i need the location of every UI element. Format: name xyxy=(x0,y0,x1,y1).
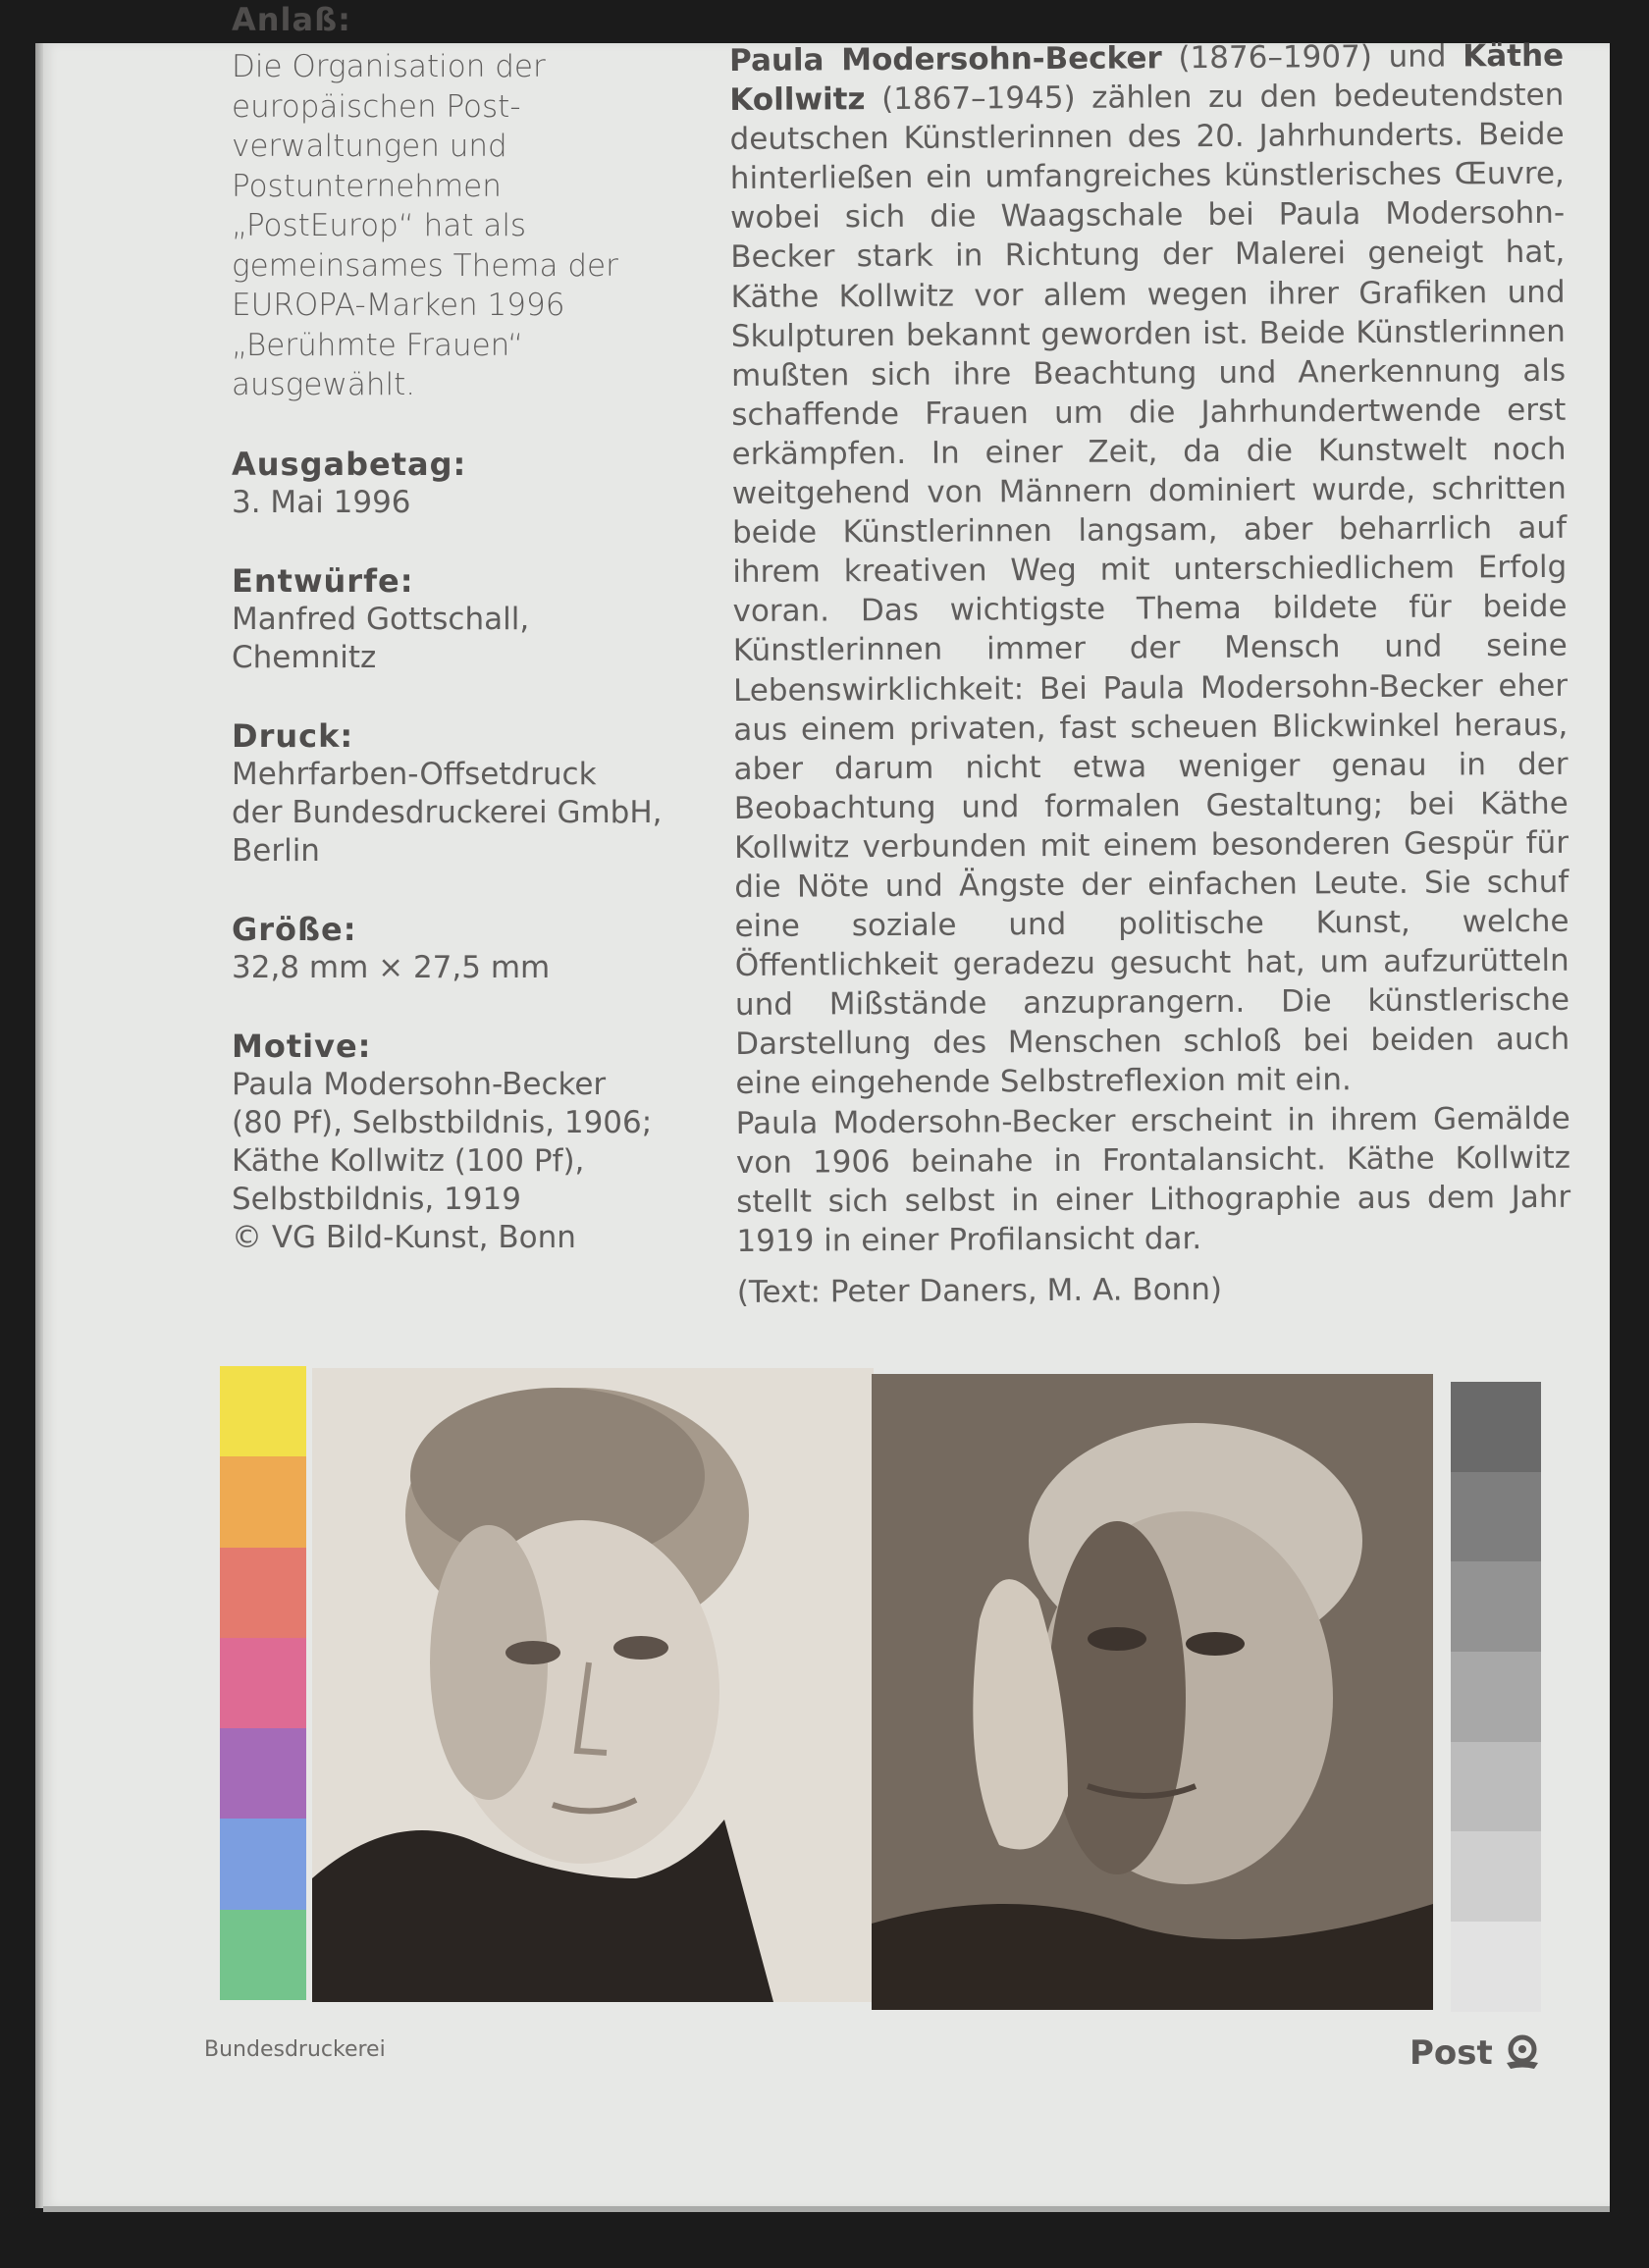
gray-patch-3 xyxy=(1451,1561,1541,1652)
paragraph-text: (1867–1945) zählen zu den bedeutendsten deutschen Künstlerinnen des 20. Jahrhunderts. Beide hinterließen ein umfangreiches künstlerisches Œuvre, wobei sich die Waagschale bei Paula Modersohn-Becker stark in Richtung der Malerei geneigt hat, Käthe Kollwitz vor allem wegen ihrer Grafiken und Skulpturen bekannt geworden ist. Beide Künstlerinnen mußten sich ihre Beachtung und Anerkennung als schaffende Frauen um die Jahrhundertwende erst erkämpfen. In einer Zeit, da die Kunstwelt noch weitgehend von Männern dominiert wurde, schritten beide Künstlerinnen langsam, aber beharrlich auf ihrem kreativen Weg mit unterschiedlichem Erfolg voran. Das wichtigste Thema bildete für beide Künstlerinnen immer der Mensch und seine Lebenswirklichkeit: Bei Paula Modersohn-Becker eher aus einem privaten, fast scheuen Blickwinkel heraus, aber darum nicht etwa weniger genau in der Beobachtung und formalen Gestaltung; bei Käthe Kollwitz verbunden mit einem besonderen Gespür für die Nöte und Ängste der einfachen Leute. Sie schuf eine soziale und politische Kunst, welche Öffentlichkeit geradezu gesucht hat, um aufzurütteln und Mißstände anzuprangern. Die künstlerische Darstellung des Menschen schloß bei beiden auch eine eingehende Selbstreflexion mit ein. xyxy=(729,77,1570,1102)
post-logo-text: Post xyxy=(1410,2033,1493,2073)
gray-patch-6 xyxy=(1451,1831,1541,1922)
text-line: ausgewählt. xyxy=(232,367,416,402)
text-line: Postunternehmen xyxy=(232,168,502,204)
section-value: (80 Pf), Selbstbildnis, 1906; xyxy=(232,1104,653,1140)
dates-text: (1876–1907) und xyxy=(1161,38,1463,77)
text-line: gemeinsames Thema der xyxy=(232,247,618,284)
portrait-kollwitz xyxy=(872,1374,1433,2010)
anlass-text xyxy=(232,47,693,405)
section-heading: Druck: xyxy=(232,716,354,755)
section-value: der Bundesdruckerei GmbH, xyxy=(232,794,663,830)
section-druck xyxy=(232,716,693,870)
section-heading: Größe: xyxy=(232,910,357,948)
section-value: © VG Bild-Kunst, Bonn xyxy=(232,1219,576,1255)
text-line: europäischen Post- xyxy=(232,88,521,125)
text-line: „PostEurop“ hat als xyxy=(232,208,527,243)
section-value: Paula Modersohn-Becker xyxy=(232,1066,607,1102)
printer-imprint: Bundesdruckerei xyxy=(204,2037,386,2062)
page-bottom-edge xyxy=(43,2206,1610,2212)
section-value: Selbstbildnis, 1919 xyxy=(232,1181,521,1217)
section-ausgabetag xyxy=(232,445,693,522)
color-calibration-strip xyxy=(220,1366,306,2000)
gray-patch-1 xyxy=(1451,1382,1541,1472)
gray-patch-4 xyxy=(1451,1652,1541,1742)
color-patch-6 xyxy=(220,1819,306,1909)
post-logo xyxy=(1410,2033,1544,2073)
info-column xyxy=(232,1,693,1257)
section-value: 3. Mai 1996 xyxy=(232,484,411,520)
text-line: EUROPA-Marken 1996 xyxy=(232,288,565,323)
color-patch-4 xyxy=(220,1638,306,1728)
section-heading: Ausgabetag: xyxy=(232,445,467,483)
text-line: Die Organisation der xyxy=(232,49,546,84)
article-paragraph-1 xyxy=(729,36,1570,1104)
name-modersohn-becker: Paula Modersohn-Becker xyxy=(729,40,1162,79)
post-horn-icon xyxy=(1501,2033,1544,2073)
section-value: Berlin xyxy=(232,832,320,869)
section-value: Käthe Kollwitz (100 Pf), xyxy=(232,1142,585,1179)
color-patch-5 xyxy=(220,1728,306,1819)
article-column xyxy=(729,36,1571,1312)
color-patch-1 xyxy=(220,1366,306,1456)
portrait-modersohn-becker xyxy=(312,1368,874,2002)
text-credit: (Text: Peter Daners, M. A. Bonn) xyxy=(736,1271,1223,1310)
section-value: Manfred Gottschall, xyxy=(232,601,530,637)
color-patch-3 xyxy=(220,1548,306,1638)
gray-patch-7 xyxy=(1451,1922,1541,2012)
text-line: „Berühmte Frauen“ xyxy=(232,327,524,363)
gray-patch-5 xyxy=(1451,1742,1541,1832)
section-heading: Motive: xyxy=(232,1027,372,1065)
section-value: Mehrfarben-Offsetdruck xyxy=(232,756,597,792)
article-paragraph-2: Paula Modersohn-Becker erscheint in ihrem Gemälde von 1906 beinahe in Frontalansicht. Käthe Kollwitz stellt sich selbst in einer Lithographie aus dem Jahr 1919 in einer Profilansicht dar. xyxy=(735,1100,1571,1259)
anlass-heading: Anlaß: xyxy=(232,1,351,38)
section-value: 32,8 mm × 27,5 mm xyxy=(232,949,551,985)
gray-patch-2 xyxy=(1451,1472,1541,1562)
section-heading: Entwürfe: xyxy=(232,561,414,600)
section-value: Chemnitz xyxy=(232,639,377,675)
section-motive xyxy=(232,1027,693,1257)
section-entwuerfe xyxy=(232,561,693,677)
name-kollwitz: Käthe Kollwitz xyxy=(729,37,1565,119)
color-patch-2 xyxy=(220,1456,306,1547)
gray-calibration-strip xyxy=(1451,1382,1541,2012)
color-patch-7 xyxy=(220,1910,306,2000)
section-groesse xyxy=(232,910,693,987)
text-line: verwaltungen und xyxy=(232,129,507,164)
